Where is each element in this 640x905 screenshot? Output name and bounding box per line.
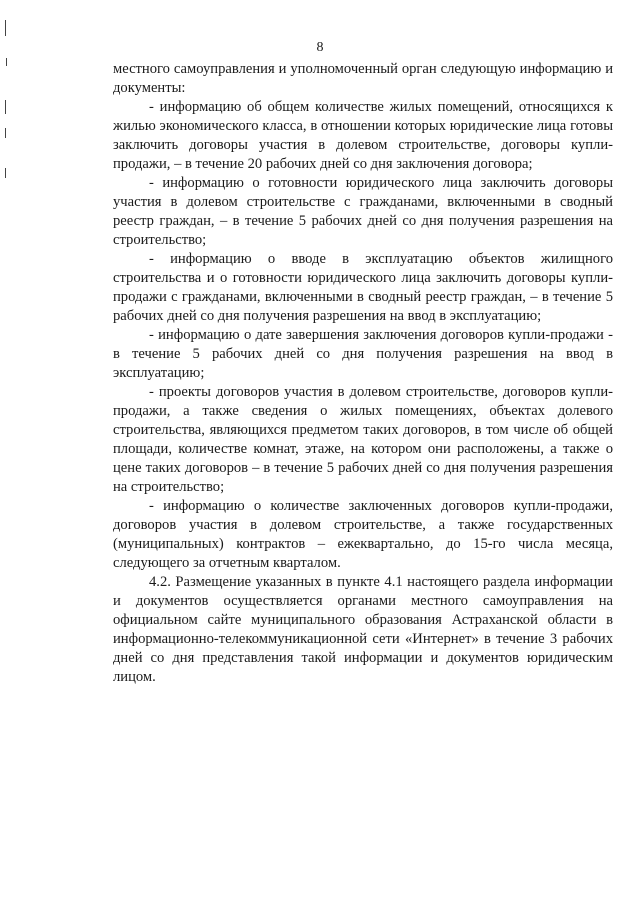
page-number: 8 [316, 40, 324, 55]
list-item: - информацию о готовности юридического лица заключить договоры участия в долевом строительстве с гражданами, включенными в сводный реестр граждан, – в течение 5 рабочих дней со дня получения разрешения на строительство; [113, 175, 613, 248]
list-item: - проекты договоров участия в долевом строительстве, договоров купли-продажи, а также сведения о жилых помещениях, объектах долевого строительства, являющихся предметом таких договоров, в том числе об общей площади, количестве комнат, этаже, на котором они расположены, а также о цене таких договоров – в течение 5 рабочих дней со дня получения разрешения на строительство; [113, 384, 613, 495]
paragraph-continuation: местного самоуправления и уполномоченный орган следующую информацию и документы: [113, 61, 613, 96]
list-item: - информацию о дате завершения заключения договоров купли-продажи - в течение 5 рабочих дней со дня получения разрешения на ввод в эксплуатацию; [113, 327, 613, 381]
document-body [113, 60, 613, 687]
list-item: - информацию о количестве заключенных договоров купли-продажи, договоров участия в долевом строительстве, а также государственных (муниципальных) контрактов – ежеквартально, до 15-го числа месяца, следующего за отчетным кварталом. [113, 498, 613, 571]
list-item: - информацию о вводе в эксплуатацию объектов жилищного строительства и о готовности юридического лица заключить договоры купли-продажи с гражданами, включенными в сводный реестр граждан, – в течение 5 рабочих дней со дня получения разрешения на ввод в эксплуатацию; [113, 251, 613, 324]
list-item: - информацию об общем количестве жилых помещений, относящихся к жилью экономического класса, в отношении которых юридические лица готовы заключить договоры участия в долевом строительстве, договоры купли-продажи, – в течение 20 рабочих дней со дня заключения договора; [113, 99, 613, 172]
scan-mark [5, 20, 6, 36]
scan-mark [6, 58, 7, 66]
scan-mark [5, 168, 6, 178]
section-paragraph-4-2: 4.2. Размещение указанных в пункте 4.1 настоящего раздела информации и документов осуществляется органами местного самоуправления на официальном сайте муниципального образования Астраханской области в информационно-телекоммуникационной сети «Интернет» в течение 3 рабочих дней со дня представления такой информации и документов юридическим лицом. [113, 574, 613, 685]
scan-mark [5, 128, 6, 138]
scan-mark [5, 100, 6, 114]
